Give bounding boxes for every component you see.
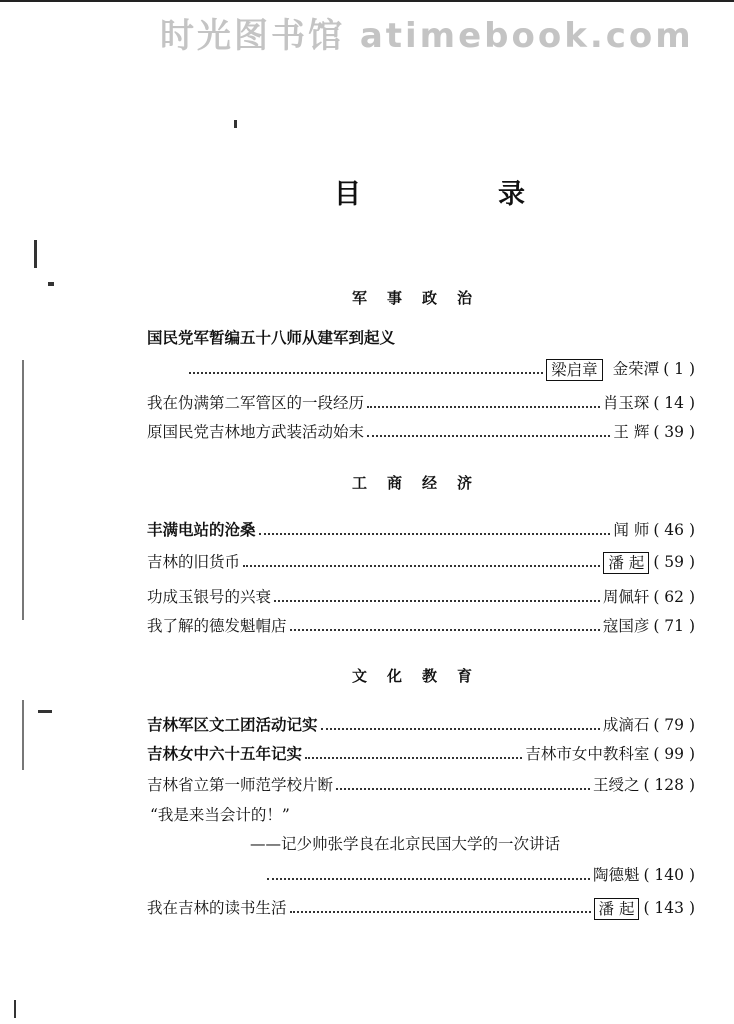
toc-entry-page: ( 143 ) — [643, 899, 695, 917]
scan-speck — [234, 120, 237, 128]
toc-entry-page: ( 1 ) — [663, 360, 695, 378]
leader-dots — [267, 878, 590, 880]
toc-entry-page: ( 46 ) — [653, 521, 695, 539]
toc-entry-title: 我在吉林的读书生活 — [147, 899, 287, 917]
scan-speck — [22, 360, 24, 620]
scan-speck — [34, 240, 37, 268]
scan-speck — [48, 282, 54, 286]
toc-entry-page: ( 140 ) — [643, 866, 695, 884]
toc-entry-page: ( 79 ) — [653, 716, 695, 734]
toc-entry — [147, 713, 695, 737]
toc-entry-author-boxed: 潘 起 — [603, 552, 649, 574]
leader-dots — [321, 728, 600, 730]
scan-speck — [22, 700, 24, 770]
toc-entry-title: 功成玉银号的兴衰 — [147, 588, 272, 606]
leader-dots — [336, 788, 590, 790]
toc-entry — [147, 896, 695, 920]
toc-entry — [147, 614, 695, 638]
toc-entry-title: 吉林省立第一师范学校片断 — [147, 776, 334, 794]
toc-entry-subtitle: ——记少帅张学良在北京民国大学的一次讲话 — [250, 835, 561, 853]
toc-entry-title: “我是来当会计的！” — [150, 806, 290, 824]
leader-dots — [290, 629, 600, 631]
section-heading-economy: 工商经济 — [352, 474, 493, 492]
toc-entry-author: 王绶之 — [592, 776, 640, 794]
toc-entry-title: 吉林军区文工团活动记实 — [147, 716, 318, 734]
watermark: 时光图书馆 atimebook.com — [160, 16, 694, 56]
toc-entry-title: 吉林的旧货币 — [147, 553, 241, 571]
toc-entry-page: ( 59 ) — [653, 553, 695, 571]
toc-entry-title: 丰满电站的沧桑 — [147, 521, 256, 539]
title-char-right: 录 — [498, 179, 525, 210]
scan-speck — [38, 710, 52, 713]
toc-entry-page: ( 39 ) — [653, 423, 695, 441]
toc-entry-title: 国民党军暂编五十八师从建军到起义 — [147, 329, 396, 347]
toc-entry-author: 闻 师 — [613, 521, 650, 539]
toc-entry — [147, 585, 695, 609]
leader-dots — [367, 406, 600, 408]
scan-speck — [14, 1000, 16, 1018]
leader-dots — [367, 435, 610, 437]
leader-dots — [305, 757, 522, 759]
page-top-border — [0, 0, 734, 2]
toc-entry-author: 吉林市女中教科室 — [525, 745, 650, 763]
toc-entry — [147, 518, 695, 542]
toc-entry-author: 金荣潭 — [612, 360, 660, 378]
toc-entry-page: ( 14 ) — [653, 394, 695, 412]
section-heading-culture: 文化教育 — [352, 667, 493, 685]
leader-dots — [290, 911, 591, 913]
title-char-left: 目 — [334, 179, 361, 210]
toc-entry — [147, 391, 695, 415]
leader-dots — [243, 565, 600, 567]
leader-dots — [259, 533, 611, 535]
toc-entry — [147, 773, 695, 797]
toc-entry — [147, 357, 695, 381]
toc-entry-author: 周佩轩 — [602, 588, 650, 606]
toc-entry-author: 王 辉 — [613, 423, 650, 441]
toc-entry-title: 吉林女中六十五年记实 — [147, 745, 303, 763]
toc-entry — [147, 420, 695, 444]
toc-entry — [147, 550, 695, 574]
toc-entry-title: 原国民党吉林地方武装活动始末 — [147, 423, 365, 441]
toc-entry-author: 肖玉琛 — [602, 394, 650, 412]
toc-entry-author: 成滴石 — [602, 716, 650, 734]
toc-entry-author: 陶德魁 — [592, 866, 640, 884]
toc-entry-author-boxed: 潘 起 — [594, 898, 640, 920]
toc-entry — [147, 742, 695, 766]
toc-entry-page: ( 128 ) — [643, 776, 695, 794]
leader-dots — [274, 600, 600, 602]
toc-entry-title: 我了解的德发魁帽店 — [147, 617, 287, 635]
toc-entry-title: 我在伪满第二军管区的一段经历 — [147, 394, 365, 412]
toc-entry-page: ( 62 ) — [653, 588, 695, 606]
toc-entry-author: 寇国彦 — [602, 617, 650, 635]
toc-entry-author-boxed: 梁启章 — [546, 359, 603, 381]
toc-entry-page: ( 99 ) — [653, 745, 695, 763]
section-heading-politics: 军事政治 — [352, 289, 493, 307]
toc-entry-page: ( 71 ) — [653, 617, 695, 635]
toc-entry — [147, 863, 695, 887]
leader-dots — [189, 372, 543, 374]
